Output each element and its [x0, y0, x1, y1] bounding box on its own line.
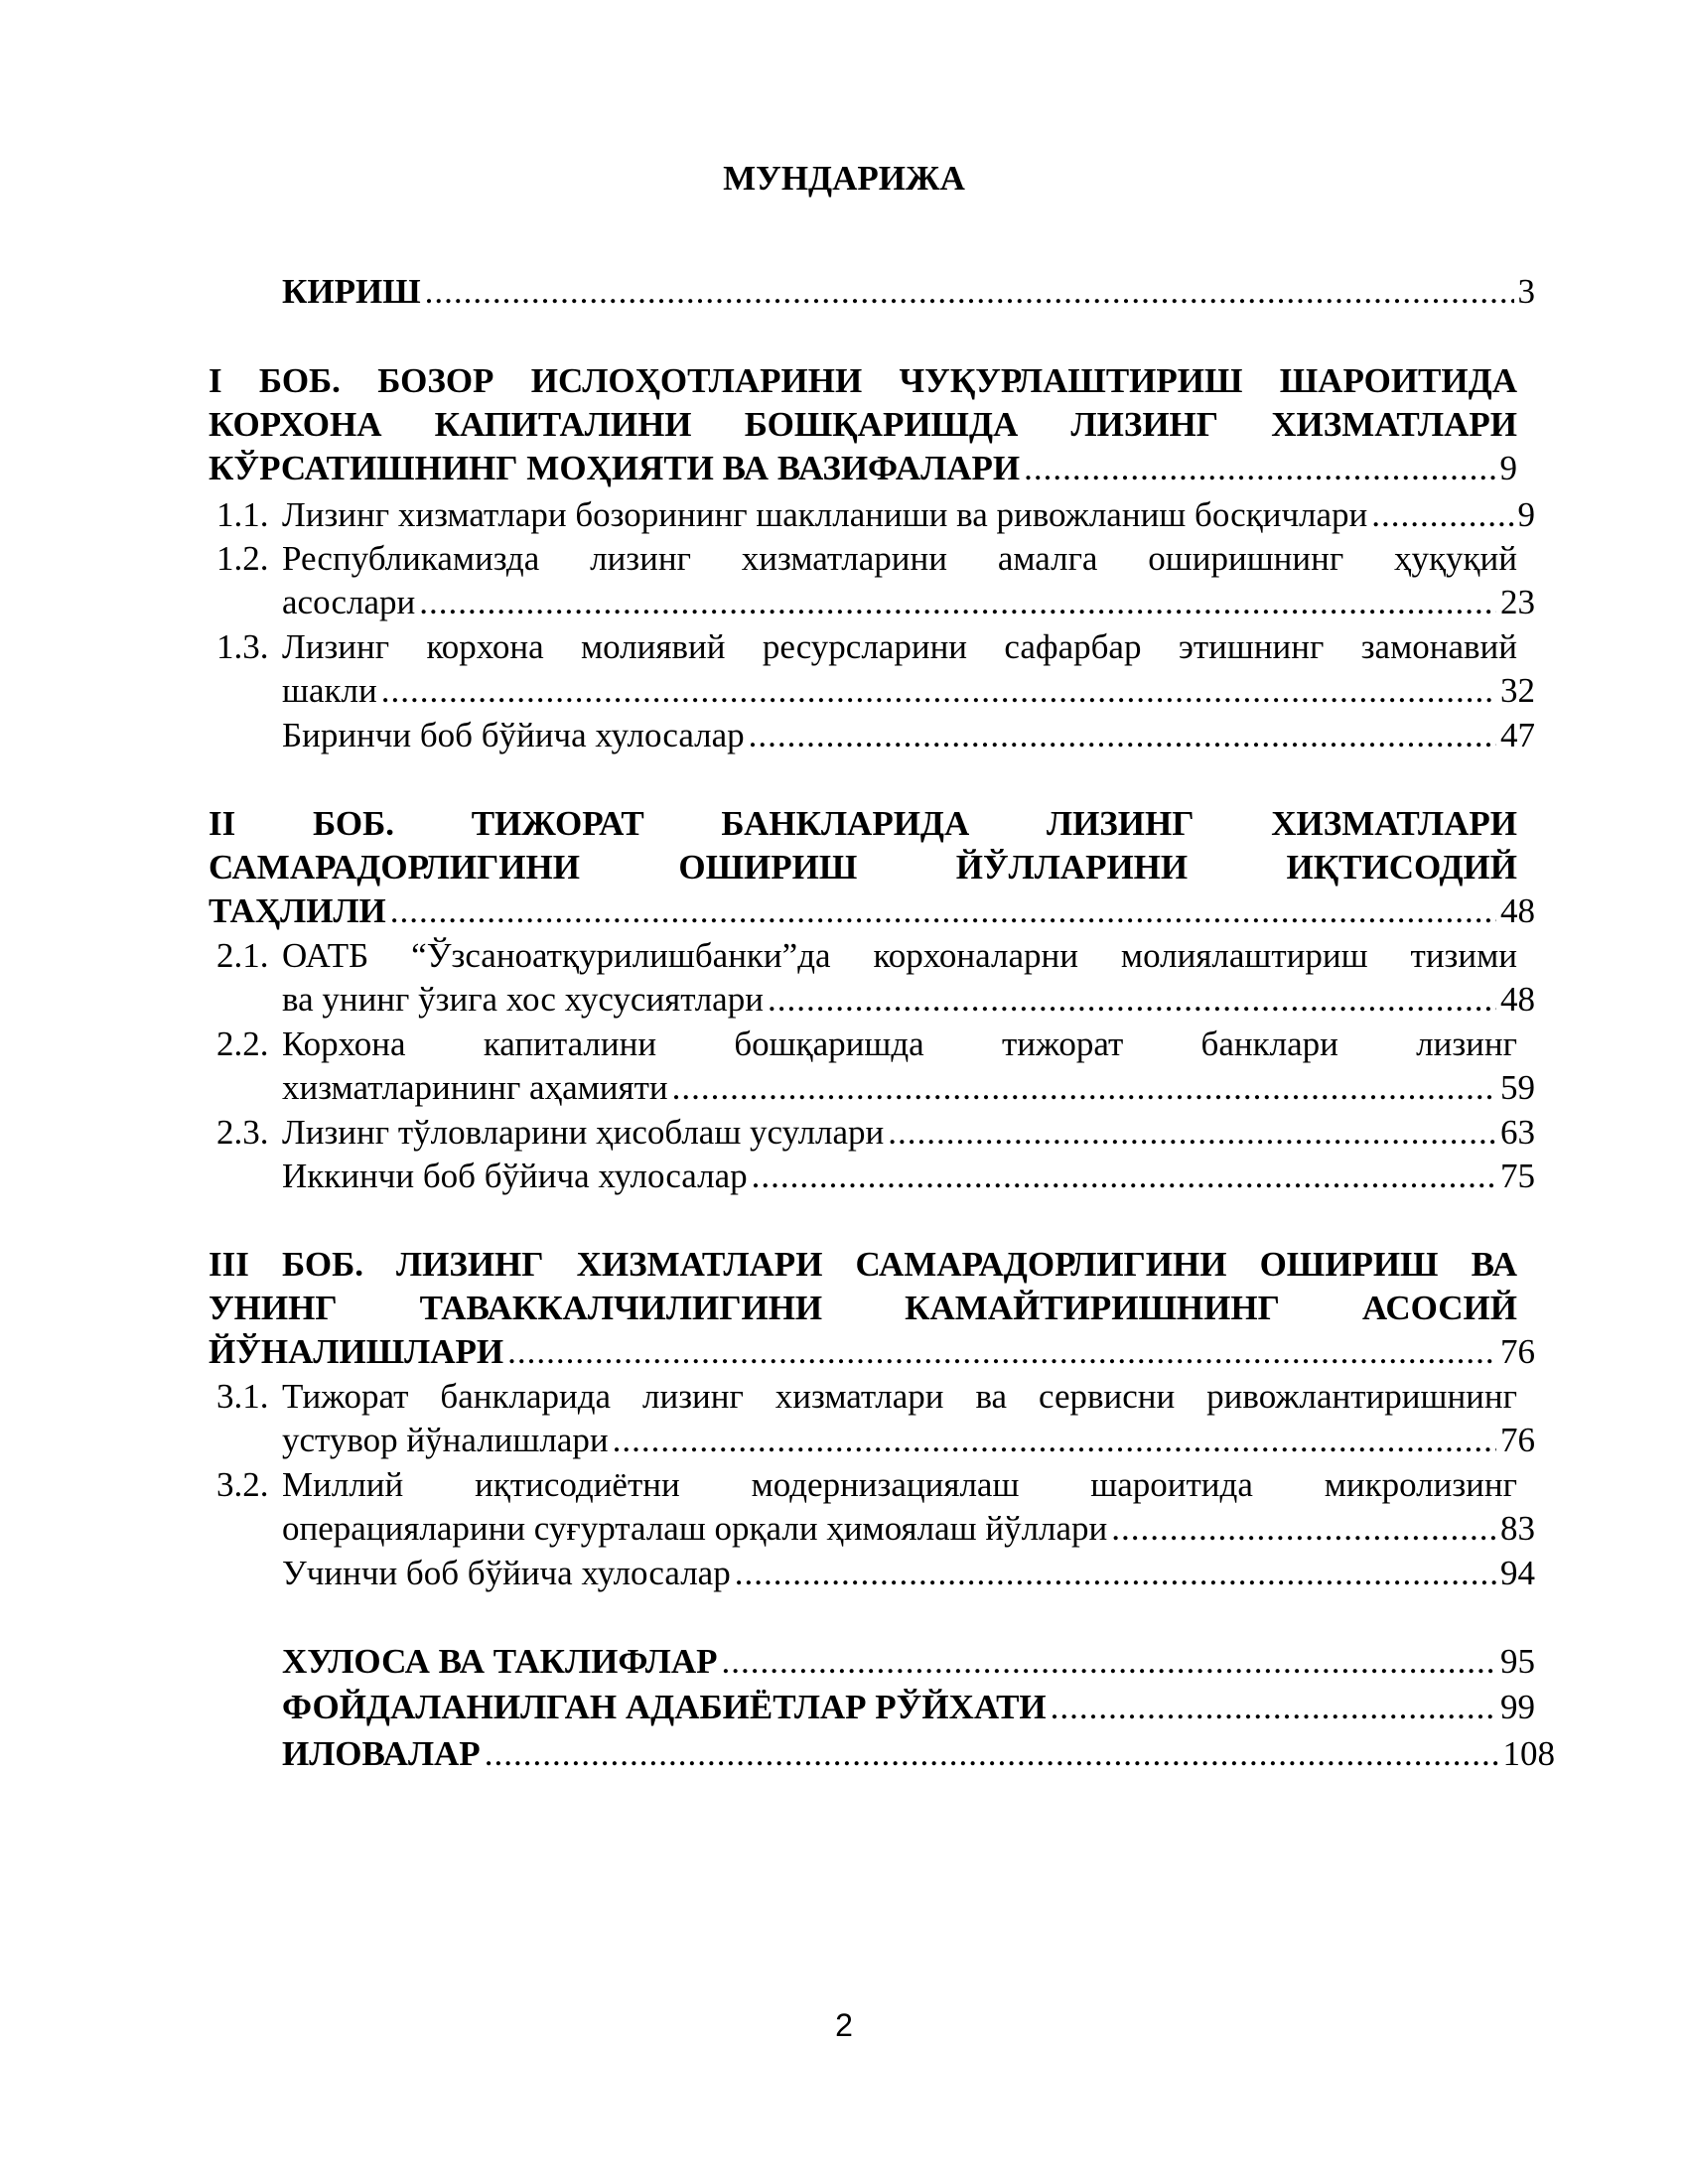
- toc-entry-intro[interactable]: [282, 270, 1535, 314]
- entry-page: 48: [1500, 980, 1535, 1019]
- summary-title: Биринчи боб бўйича хулосалар: [282, 716, 745, 754]
- dot-leader: [722, 1640, 1496, 1684]
- summary-title: Иккинчи боб бўйича хулосалар: [282, 1157, 748, 1195]
- toc-section-2-3[interactable]: [216, 1111, 1535, 1155]
- toc-chapter-1[interactable]: [209, 359, 1517, 490]
- dot-leader: [390, 889, 1496, 933]
- dot-leader: [419, 581, 1496, 624]
- chapter-title-line: УНИНГ ТАВАККАЛЧИЛИГИНИ КАМАЙТИРИШНИНГ АСОСИЙ: [209, 1289, 1517, 1327]
- entry-page: 32: [1500, 671, 1535, 710]
- section-number: 1.3.: [216, 627, 269, 666]
- entry-page: 23: [1500, 583, 1535, 621]
- entry-page: 94: [1500, 1554, 1535, 1592]
- dot-leader: [1024, 447, 1495, 490]
- dot-leader: [485, 1732, 1499, 1776]
- dot-leader: [507, 1330, 1496, 1374]
- entry-page: 48: [1500, 891, 1535, 930]
- toc-section-2-2[interactable]: [216, 1023, 1535, 1110]
- chapter-title-line: ТАҲЛИЛИ: [209, 891, 386, 930]
- dot-leader: [613, 1419, 1496, 1462]
- toc-chapter-3[interactable]: [209, 1243, 1535, 1374]
- entry-page: 59: [1500, 1068, 1535, 1107]
- dot-leader: [672, 1066, 1496, 1110]
- chapter-title-line: КОРХОНА КАПИТАЛИНИ БОШҚАРИШДА ЛИЗИНГ ХИЗМАТЛАРИ: [209, 405, 1517, 444]
- section-title: Лизинг хизматлари бозорининг шаклланиши ва ривожланиш босқичлари: [282, 495, 1368, 534]
- entry-page: 76: [1500, 1332, 1535, 1371]
- section-title: Лизинг корхона молиявий ресурсларини сафарбар этишнинг замонавий: [282, 627, 1517, 666]
- toc-entry-appendices[interactable]: [282, 1732, 1555, 1776]
- dot-leader: [425, 270, 1514, 314]
- toc-section-1-3[interactable]: [216, 625, 1535, 713]
- toc-section-1-2[interactable]: [216, 537, 1535, 624]
- entry-label: ИЛОВАЛАР: [282, 1734, 481, 1773]
- dot-leader: [1371, 493, 1513, 537]
- dot-leader: [1051, 1686, 1496, 1729]
- chapter-title-line: КЎРСАТИШНИНГ МОҲИЯТИ ВА ВАЗИФАЛАРИ: [209, 449, 1021, 487]
- section-title: Лизинг тўловларини ҳисоблаш усуллари: [282, 1113, 885, 1152]
- dot-leader: [381, 669, 1496, 713]
- entry-label: ФОЙДАЛАНИЛГАН АДАБИЁТЛАР РЎЙХАТИ: [282, 1688, 1047, 1726]
- chapter-title-line: II БОБ. ТИЖОРАТ БАНКЛАРИДА ЛИЗИНГ ХИЗМАТЛАРИ: [209, 804, 1517, 843]
- dot-leader: [768, 978, 1496, 1022]
- section-title: Миллий иқтисодиётни модернизациялаш шароитида микролизинг: [282, 1465, 1517, 1504]
- section-title: Республикамизда лизинг хизматларини амалга оширишнинг ҳуқуқий: [282, 539, 1517, 578]
- dot-leader: [1111, 1507, 1496, 1551]
- section-title-cont: ва унинг ўзига хос хусусиятлари: [282, 980, 764, 1019]
- section-title: Тижорат банкларида лизинг хизматлари ва сервисни ривожлантиришнинг: [282, 1377, 1517, 1416]
- entry-page: 63: [1500, 1113, 1535, 1152]
- toc-summary-3[interactable]: [282, 1552, 1535, 1595]
- toc-section-1-1[interactable]: [216, 493, 1535, 537]
- section-title-cont: устувор йўналишлари: [282, 1421, 609, 1459]
- section-number: 3.1.: [216, 1377, 269, 1416]
- entry-label: КИРИШ: [282, 272, 421, 311]
- chapter-title-line: III БОБ. ЛИЗИНГ ХИЗМАТЛАРИ САМАРАДОРЛИГИНИ ОШИРИШ ВА: [209, 1245, 1517, 1284]
- dot-leader: [735, 1552, 1496, 1595]
- section-number: 2.3.: [216, 1113, 269, 1152]
- entry-label: ХУЛОСА ВА ТАКЛИФЛАР: [282, 1642, 718, 1681]
- toc-title: МУНДАРИЖА: [723, 159, 965, 198]
- entry-page: 3: [1517, 272, 1535, 311]
- toc-summary-2[interactable]: [282, 1155, 1535, 1198]
- section-number: 1.1.: [216, 495, 269, 534]
- entry-page: 75: [1500, 1157, 1535, 1195]
- toc-entry-references[interactable]: [282, 1686, 1535, 1729]
- section-title: Корхона капиталини бошқаришда тижорат банклари лизинг: [282, 1024, 1517, 1063]
- dot-leader: [752, 1155, 1496, 1198]
- toc-summary-1[interactable]: [282, 714, 1535, 757]
- toc-section-2-1[interactable]: [216, 934, 1535, 1022]
- section-title-cont: шакли: [282, 671, 377, 710]
- section-number: 3.2.: [216, 1465, 269, 1504]
- toc-entry-conclusions[interactable]: [282, 1640, 1535, 1684]
- section-title: ОАТБ “Ўзсаноатқурилишбанки”да корхоналарни молиялаштириш тизими: [282, 936, 1517, 975]
- entry-page: 9: [1499, 449, 1517, 487]
- section-title-cont: операцияларини суғурталаш орқали ҳимоялаш йўллари: [282, 1509, 1108, 1548]
- entry-page: 108: [1502, 1734, 1555, 1773]
- summary-title: Учинчи боб бўйича хулосалар: [282, 1554, 731, 1592]
- chapter-title-line: I БОБ. БОЗОР ИСЛОҲОТЛАРИНИ ЧУҚУРЛАШТИРИШ ШАРОИТИДА: [209, 361, 1517, 400]
- section-title-cont: асослари: [282, 583, 416, 621]
- entry-page: 76: [1500, 1421, 1535, 1459]
- chapter-title-line: ЙЎНАЛИШЛАРИ: [209, 1332, 504, 1371]
- section-number: 1.2.: [216, 539, 269, 578]
- toc-section-3-1[interactable]: [216, 1375, 1535, 1462]
- chapter-title-line: САМАРАДОРЛИГИНИ ОШИРИШ ЙЎЛЛАРИНИ ИҚТИСОДИЙ: [209, 848, 1517, 887]
- page-number: 2: [835, 2007, 853, 2043]
- section-title-cont: хизматларининг аҳамияти: [282, 1068, 668, 1107]
- section-number: 2.2.: [216, 1024, 269, 1063]
- entry-page: 9: [1517, 495, 1535, 534]
- entry-page: 47: [1500, 716, 1535, 754]
- toc-section-3-2[interactable]: [216, 1463, 1535, 1551]
- dot-leader: [888, 1111, 1496, 1155]
- dot-leader: [749, 714, 1496, 757]
- toc-chapter-2[interactable]: [209, 802, 1535, 933]
- entry-page: 83: [1500, 1509, 1535, 1548]
- entry-page: 95: [1500, 1642, 1535, 1681]
- entry-page: 99: [1500, 1688, 1535, 1726]
- section-number: 2.1.: [216, 936, 269, 975]
